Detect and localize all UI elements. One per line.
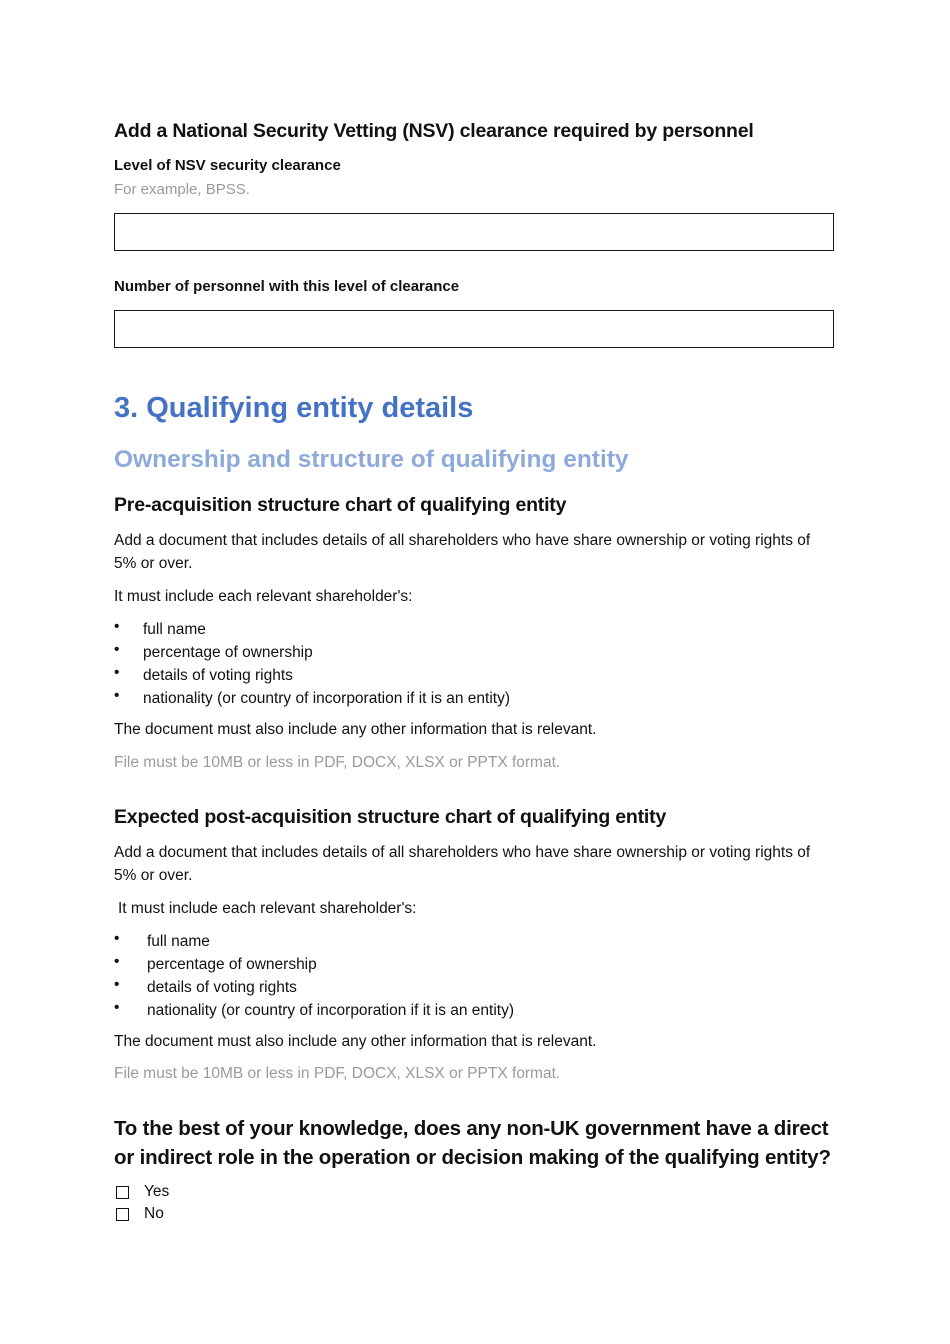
pre-acquisition-heading: Pre-acquisition structure chart of qualifying entity (114, 494, 567, 516)
section-subtitle: Ownership and structure of qualifying entity (114, 446, 629, 473)
nsv-number-input[interactable] (114, 310, 834, 348)
list-item: • nationality (or country of incorporation if it is an entity) (114, 687, 511, 707)
yes-checkbox[interactable] (116, 1186, 129, 1199)
post-acquisition-file-hint: File must be 10MB or less in PDF, DOCX, XLSX or PPTX format. (114, 1065, 561, 1082)
nsv-number-label: Number of personnel with this level of clearance (114, 278, 460, 295)
list-item: • details of voting rights (114, 976, 297, 996)
nsv-level-input[interactable] (114, 213, 834, 251)
yes-label: Yes (144, 1183, 170, 1200)
post-acquisition-bullet-list (114, 930, 834, 1022)
list-item: • full name (114, 930, 210, 950)
list-item: • percentage of ownership (114, 953, 317, 973)
government-role-question: To the best of your knowledge, does any non-UK government have a direct or indirect role in the operation or decision making of the qualifying entity? (114, 1117, 831, 1169)
pre-acquisition-file-hint: File must be 10MB or less in PDF, DOCX, XLSX or PPTX format. (114, 754, 561, 771)
section-title: 3. Qualifying entity details (114, 392, 474, 424)
pre-acquisition-intro: Add a document that includes details of all shareholders who have share ownership or voting rights of 5% or over. (114, 532, 811, 572)
list-item: • details of voting rights (114, 664, 293, 684)
post-acquisition-also: The document must also include any other information that is relevant. (114, 1033, 597, 1050)
no-label: No (144, 1205, 164, 1222)
no-checkbox[interactable] (116, 1208, 129, 1221)
pre-acquisition-must-include: It must include each relevant shareholder's: (114, 588, 413, 605)
pre-acquisition-also: The document must also include any other information that is relevant. (114, 721, 597, 738)
list-item: • full name (114, 618, 206, 638)
post-acquisition-heading: Expected post-acquisition structure chart of qualifying entity (114, 806, 667, 828)
list-item: • percentage of ownership (114, 641, 313, 661)
nsv-level-label: Level of NSV security clearance (114, 157, 341, 174)
list-item: • nationality (or country of incorporation if it is an entity) (114, 999, 515, 1019)
pre-acquisition-bullet-list (114, 618, 834, 710)
nsv-level-hint: For example, BPSS. (114, 181, 250, 198)
post-acquisition-intro: Add a document that includes details of all shareholders who have share ownership or voting rights of 5% or over. (114, 844, 811, 884)
nsv-heading: Add a National Security Vetting (NSV) clearance required by personnel (114, 120, 754, 142)
post-acquisition-must-include: It must include each relevant shareholder's: (118, 900, 417, 917)
